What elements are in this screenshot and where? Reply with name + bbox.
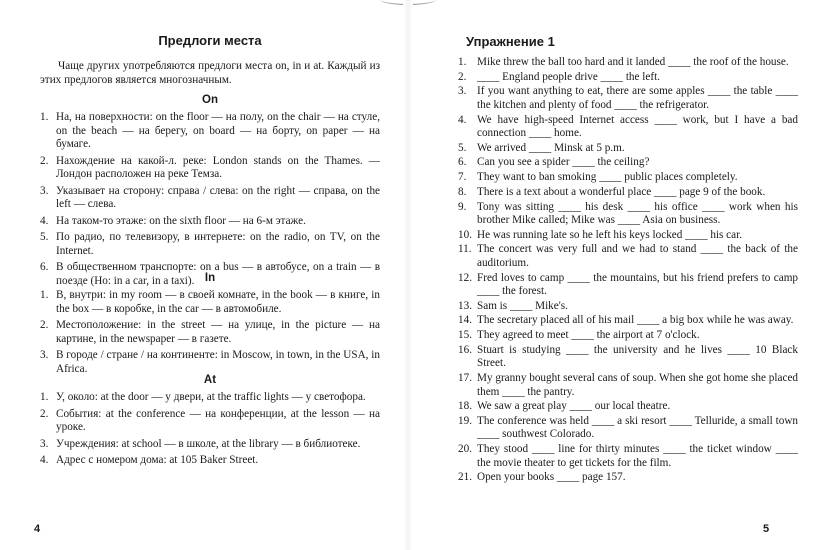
section-heading-in: In	[204, 272, 216, 284]
list-item: 3. Учреждения: at school — в школе, at the library — в библиотеке.	[40, 437, 361, 450]
exercise-item: 10. He was running late so he left his keys locked ____ his car.	[458, 228, 743, 241]
exercise-item: 2. ____ England people drive ____ the left.	[458, 70, 660, 83]
list-item: 2. Местоположение: in the street — на улице, in the picture — на картине, in the newspaper — в газете.	[40, 319, 380, 345]
exercise-item: 6. Can you see a spider ____ the ceiling?	[458, 156, 650, 169]
exercise-item: 11. The concert was very full and we had to stand ____ the back of the auditorium.	[458, 243, 798, 269]
list-item: 3. В городе / стране / на континенте: in Moscow, in town, in the USA, in Africa.	[40, 349, 380, 375]
exercise-item: 18. We saw a great play ____ our local theatre.	[458, 400, 671, 413]
list-item: 3. Указывает на сторону: справа / слева: on the right — справа, on the left — слева.	[40, 184, 380, 210]
list-item: 4. Адрес с номером дома: at 105 Baker Street.	[40, 454, 259, 466]
list-item: 4. На таком-то этаже: on the sixth floor — на 6-м этаже.	[40, 214, 306, 227]
list-item: 1. У, около: at the door — у двери, at the traffic lights — у светофора.	[40, 391, 366, 403]
exercise-item: 1. Mike threw the ball too hard and it landed ____ the roof of the house.	[458, 56, 789, 68]
exercise-item: 16. Stuart is studying ____ the university and he lives ____ 10 Black Street.	[458, 343, 798, 370]
exercise-item: 20. They stood ____ line for thirty minutes ____ the ticket window ____ the movie theater to get tickets for the film.	[458, 443, 798, 469]
intro-paragraph: Чаще других употребляются предлоги места on, in и at. Каждый из этих предлогов является многозначным.	[40, 60, 380, 86]
exercise-item: 15. They agreed to meet ____ the airport at 7 o'clock.	[458, 329, 700, 342]
exercise-item: 8. There is a text about a wonderful place ____ page 9 of the book.	[458, 185, 766, 198]
exercise-title: Упражнение 1	[466, 34, 555, 49]
section-list-on	[40, 111, 380, 291]
exercise-item: 9. Tony was sitting ____ his desk ____ his office ____ work when his brother Mike called; Mike was ____ Asia on business.	[458, 200, 798, 226]
exercise-item: 3. If you want anything to eat, there are some apples ____ the table ____ the kitchen and plenty of food ____ the refrigerator.	[458, 85, 798, 111]
section-list-at	[40, 391, 380, 471]
list-item: 6. В общественном транспорте: on a bus — в автобусе, on a train — в поезде (Но: in a car, in a taxi).	[40, 261, 380, 287]
exercise-item: 12. Fred loves to camp ____ the mountains, but his friend prefers to camp ____ the forest.	[458, 271, 798, 298]
section-heading-on: On	[202, 94, 218, 106]
exercise-item: 5. We arrived ____ Minsk at 5 p.m.	[458, 141, 625, 154]
right-page	[408, 0, 816, 550]
list-item: 2. Нахождение на какой-л. реке: London stands on the Thames. — Лондон расположен на реке Темза.	[40, 154, 380, 180]
list-item: 2. События: at the conference — на конференции, at the lesson — на уроке.	[40, 407, 380, 433]
exercise-item: 17. My granny bought several cans of soup. When she got home she placed them ____ the pantry.	[458, 372, 798, 398]
exercise-item: 19. The conference was held ____ a ski resort ____ Telluride, a small town ____ southwest Colorado.	[458, 414, 798, 441]
section-list-in	[40, 289, 380, 379]
exercise-item: 13. Sam is ____ Mike's.	[458, 299, 568, 312]
list-item: 5. По радио, по телевизору, в интернете: on the radio, on TV, on the Internet.	[40, 231, 380, 257]
section-heading-at: At	[203, 374, 217, 386]
page-number: 4	[34, 523, 41, 535]
exercise-item: 21. Open your books ____ page 157.	[458, 471, 626, 484]
exercise-item: 4. We have high-speed Internet access ____ work, but I have a bad connection ____ home.	[458, 113, 798, 140]
page-number: 5	[763, 523, 770, 535]
exercise-item: 14. The secretary placed all of his mail ____ a big box while he was away.	[458, 314, 794, 327]
exercise-list	[458, 56, 798, 486]
page-title: Предлоги места	[158, 33, 262, 48]
list-item: 1. На, на поверхности: on the floor — на полу, on the chair — на стуле, on the beach — на берегу, on board — на борту, on paper — на бумаге.	[40, 111, 380, 150]
exercise-item: 7. They want to ban smoking ____ public places completely.	[458, 171, 738, 184]
list-item: 1. В, внутри: in my room — в своей комнате, in the book — в книге, in the box — в коробке, in the car — в автомобиле.	[40, 289, 380, 315]
